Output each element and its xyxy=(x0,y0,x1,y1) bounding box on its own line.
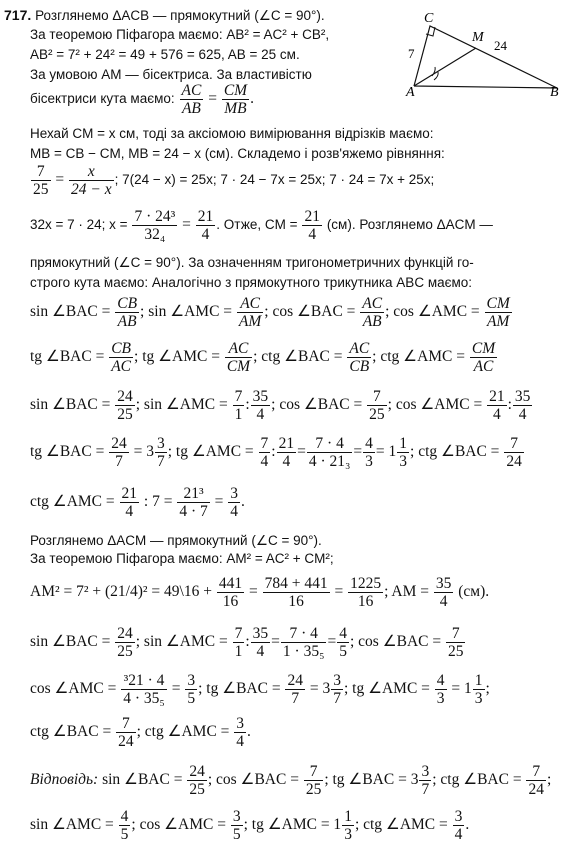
line-7: MB = CB − CM, MB = 24 − x (см). Складемо і розв'яжемо рівняння: xyxy=(30,146,445,161)
row-values-6: ctg ∠BAC = $\frac{7}{24}$ ; ctg ∠AMC = $\frac{3}{4}$ . xyxy=(30,715,251,750)
line-1: 717. Розглянемо ΔACB — прямокутний (∠C = 90°). xyxy=(4,7,325,23)
line-2: За теоремою Піфагора маємо: AB² = AC² + CB², xyxy=(30,27,330,42)
side-ac-label: 7 xyxy=(408,46,415,61)
side-cb-label: 24 xyxy=(494,38,507,53)
line-10: прямокутний (∠C = 90°). За означенням тригонометричних функцій го- xyxy=(30,255,474,270)
label-b: B xyxy=(550,85,559,98)
line-8: $\frac{7}{25}$ = $\frac{x}{24 - x}$ ; 7(24 − x) = 25x; 7 · 24 − 7x = 25x; 7 · 24 = 7x + 25x; xyxy=(33,163,435,198)
row-values-5: cos ∠AMC = $\frac{\text{³21 · 4}}{\text{4 · 35₅}}$ = $\frac{3}{5}$ ; tg ∠BAC = $\frac{24}{7}$ = 3 $\frac{3}{7}$ ; tg ∠AMC = $\frac{4}{3}$ = 1 $\frac{1}{3}$ ; xyxy=(30,672,490,707)
line-11: строго кута маємо: Аналогічно з прямокутного трикутника ABC маємо: xyxy=(30,275,473,290)
row-ratios-2: tg ∠BAC = $\frac{CB}{AC}$ ; tg ∠AMC = $\frac{AC}{CM}$ ; ctg ∠BAC = $\frac{AC}{CB}$ ; ctg ∠AMC = $\frac{CM}{AC}$ xyxy=(30,340,496,375)
row-values-4: sin ∠BAC = $\frac{24}{25}$ ; sin ∠AMC = $\frac{7}{1}$ : $\frac{35}{4}$ = $\frac{7 \cdot 4}{\text{1 · 35₅}}$ = $\frac{4}{5}$ ; cos ∠BAC = $\frac{7}{25}$ xyxy=(30,625,464,660)
label-a: A xyxy=(406,85,415,98)
label-m: M xyxy=(472,30,484,45)
line-9: 32x = 7 · 24; x = $\frac{\text{7 · 24³}}{\text{32₄}}$ = $\frac{21}{4}$ . Отже, CM = $\frac{21}{4}$ (см). Розглянемо ΔACM — xyxy=(30,208,493,243)
answer-row-1: Відповідь: sin ∠BAC = $\frac{24}{25}$ ; cos ∠BAC = $\frac{7}{25}$ ; tg ∠BAC = 3 $\frac{3}{7}$ ; ctg ∠BAC = $\frac{7}{24}$ ; xyxy=(30,763,552,798)
row-values-3: ctg ∠AMC = $\frac{21}{4}$ : 7 = $\frac{\text{21³}}{4 \cdot 7}$ = $\frac{3}{4}$ . xyxy=(30,485,245,520)
problem-number: 717. xyxy=(4,7,32,23)
row-ratios-1: sin ∠BAC = $\frac{CB}{AB}$ ; sin ∠AMC = $\frac{AC}{AM}$ ; cos ∠BAC = $\frac{AC}{AB}$ ; cos ∠AMC = $\frac{CM}{AM}$ xyxy=(30,295,510,330)
answer-row-2: sin ∠AMC = $\frac{4}{5}$ ; cos ∠AMC = $\frac{3}{5}$ ; tg ∠AMC = 1 $\frac{1}{3}$ ; ctg ∠AMC = $\frac{3}{4}$ . xyxy=(30,808,470,843)
line-13: За теоремою Піфагора маємо: AM² = AC² + CM²; xyxy=(30,551,334,566)
label-c: C xyxy=(424,11,434,26)
row-values-1: sin ∠BAC = $\frac{24}{25}$ ; sin ∠AMC = $\frac{7}{1}$ : $\frac{35}{4}$ ; cos ∠BAC = $\frac{7}{25}$ ; cos ∠AMC = $\frac{21}{4}$ : $\frac{35}{4}$ xyxy=(30,388,531,423)
line-5: бісектриси кута маємо: $\frac{AC}{AB}$ = $\frac{CM}{MB}$ . xyxy=(30,82,254,117)
triangle-figure xyxy=(402,8,572,98)
line-4: За умовою AM — бісектриса. За властивістю xyxy=(30,67,312,82)
row-am: AM² = 7² + (21/4)² = 49\16 + $\frac{441}{16}$ = $\frac{784 + 441}{16}$ = $\frac{1225}{16}$ ; AM = $\frac{35}{4}$ (см). xyxy=(30,575,490,610)
line-12: Розглянемо ΔACM — прямокутний (∠C = 90°). xyxy=(30,533,322,548)
answer-label: Відповідь: xyxy=(30,771,99,789)
line-3: AB² = 7² + 24² = 49 + 576 = 625, AB = 25 см. xyxy=(30,47,300,62)
line-6: Нехай CM = x см, тоді за аксіомою вимірювання відрізків маємо: xyxy=(30,126,434,141)
row-values-2: tg ∠BAC = $\frac{24}{7}$ = 3 $\frac{3}{7}$ ; tg ∠AMC = $\frac{7}{4}$ : $\frac{21}{4}$ = $\frac{7 \cdot 4}{\text{4 · 21₃}}$ = $\frac{4}{3}$ = 1 $\frac{1}{3}$ ; ctg ∠BAC = $\frac{7}{24}$ xyxy=(30,435,522,470)
